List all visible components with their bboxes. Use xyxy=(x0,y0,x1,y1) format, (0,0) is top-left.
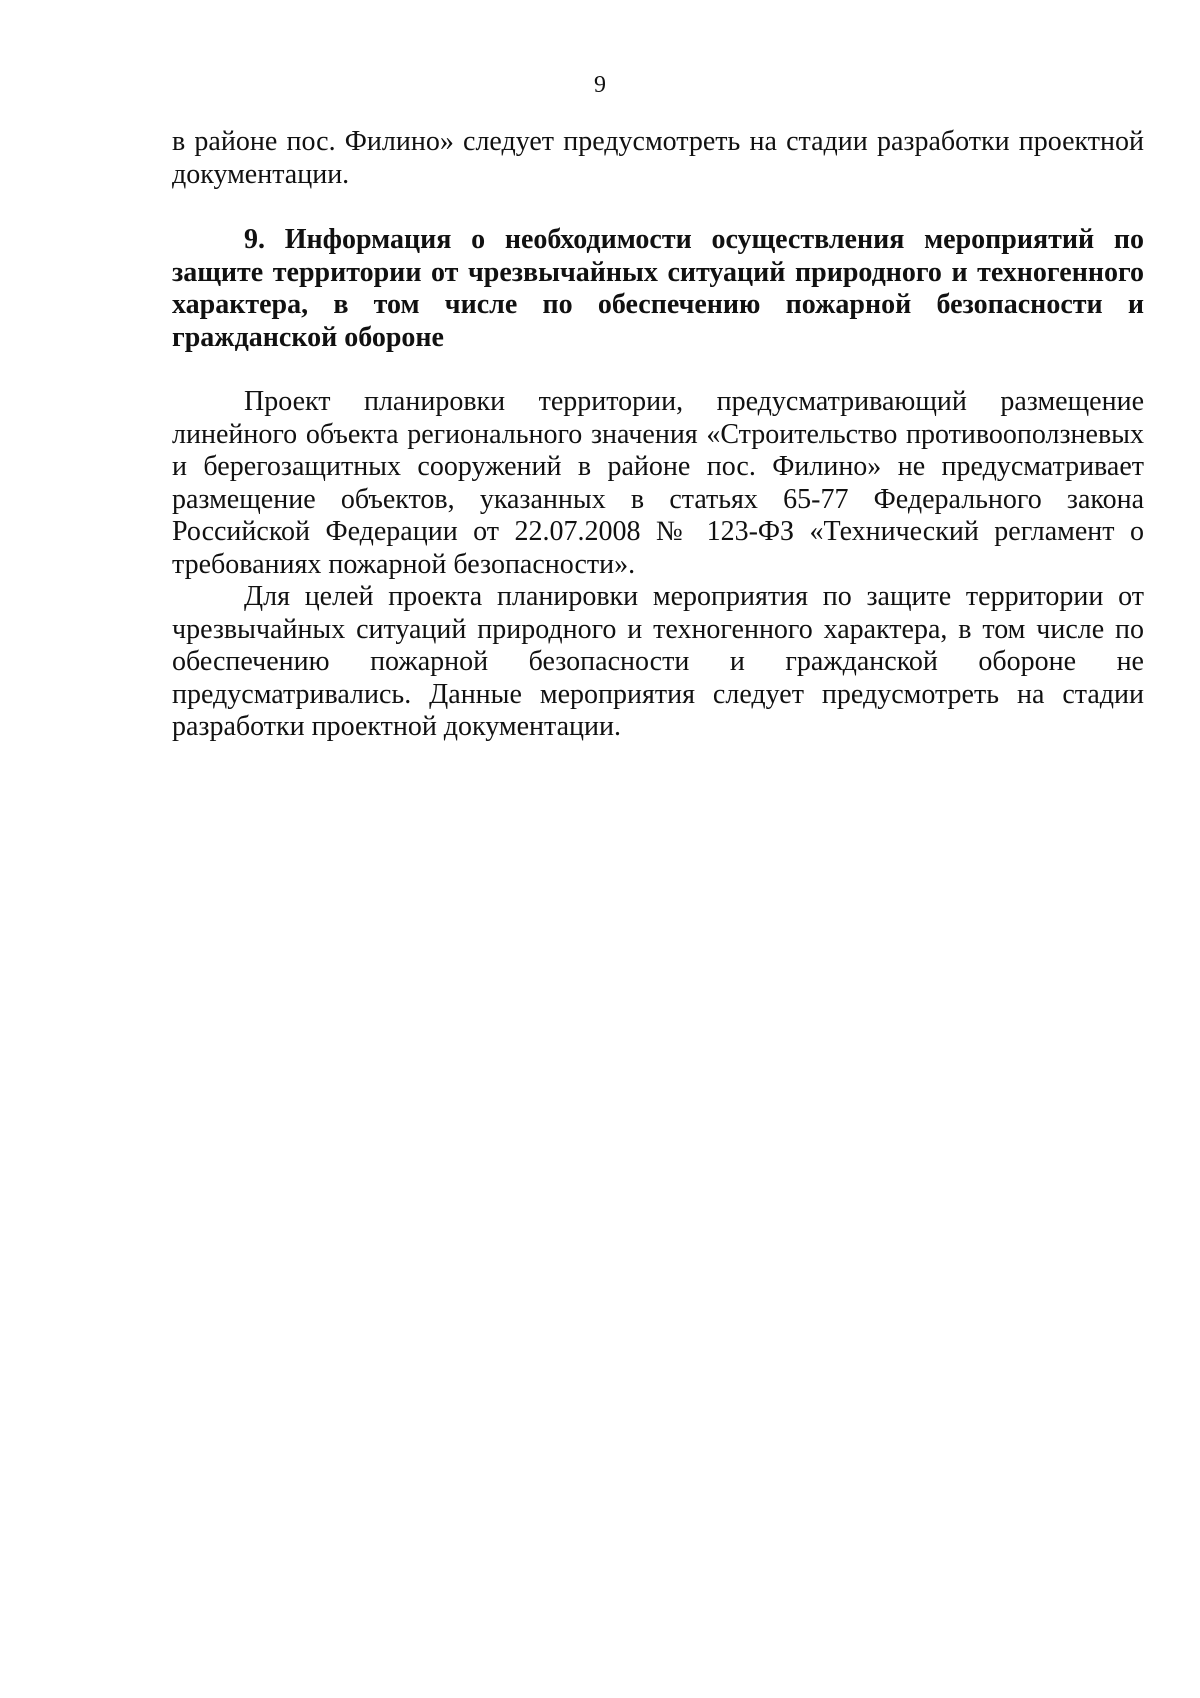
paragraph-fire-safety-objects: Проект планировки территории, предусматривающий размещение линейного объекта регионального значения «Строительство противооползневых и берегозащитных сооружений в районе пос. Филино» не предусматривает размещение объектов, указанных в статьях 65-77 Федерального закона Российской Федерации от 22.07.2008 № 123-ФЗ «Технический регламент о требованиях пожарной безопасности». xyxy=(172,386,1144,580)
section-body xyxy=(172,386,1144,744)
page-number: 9 xyxy=(594,72,606,98)
section-heading: 9. Информация о необходимости осуществления мероприятий по защите территории от чрезвычайных ситуаций природного и техногенного характера, в том числе по обеспечению пожарной безопасности и гражданской обороне xyxy=(172,224,1144,353)
paragraph-emergency-measures: Для целей проекта планировки мероприятия по защите территории от чрезвычайных ситуаций природного и техногенного характера, в том числе по обеспечению пожарной безопасности и гражданской обороне не предусматривались. Данные мероприятия следует предусмотреть на стадии разработки проектной документации. xyxy=(172,581,1144,742)
continuation-paragraph: в районе пос. Филино» следует предусмотреть на стадии разработки проектной документации. xyxy=(172,126,1144,190)
